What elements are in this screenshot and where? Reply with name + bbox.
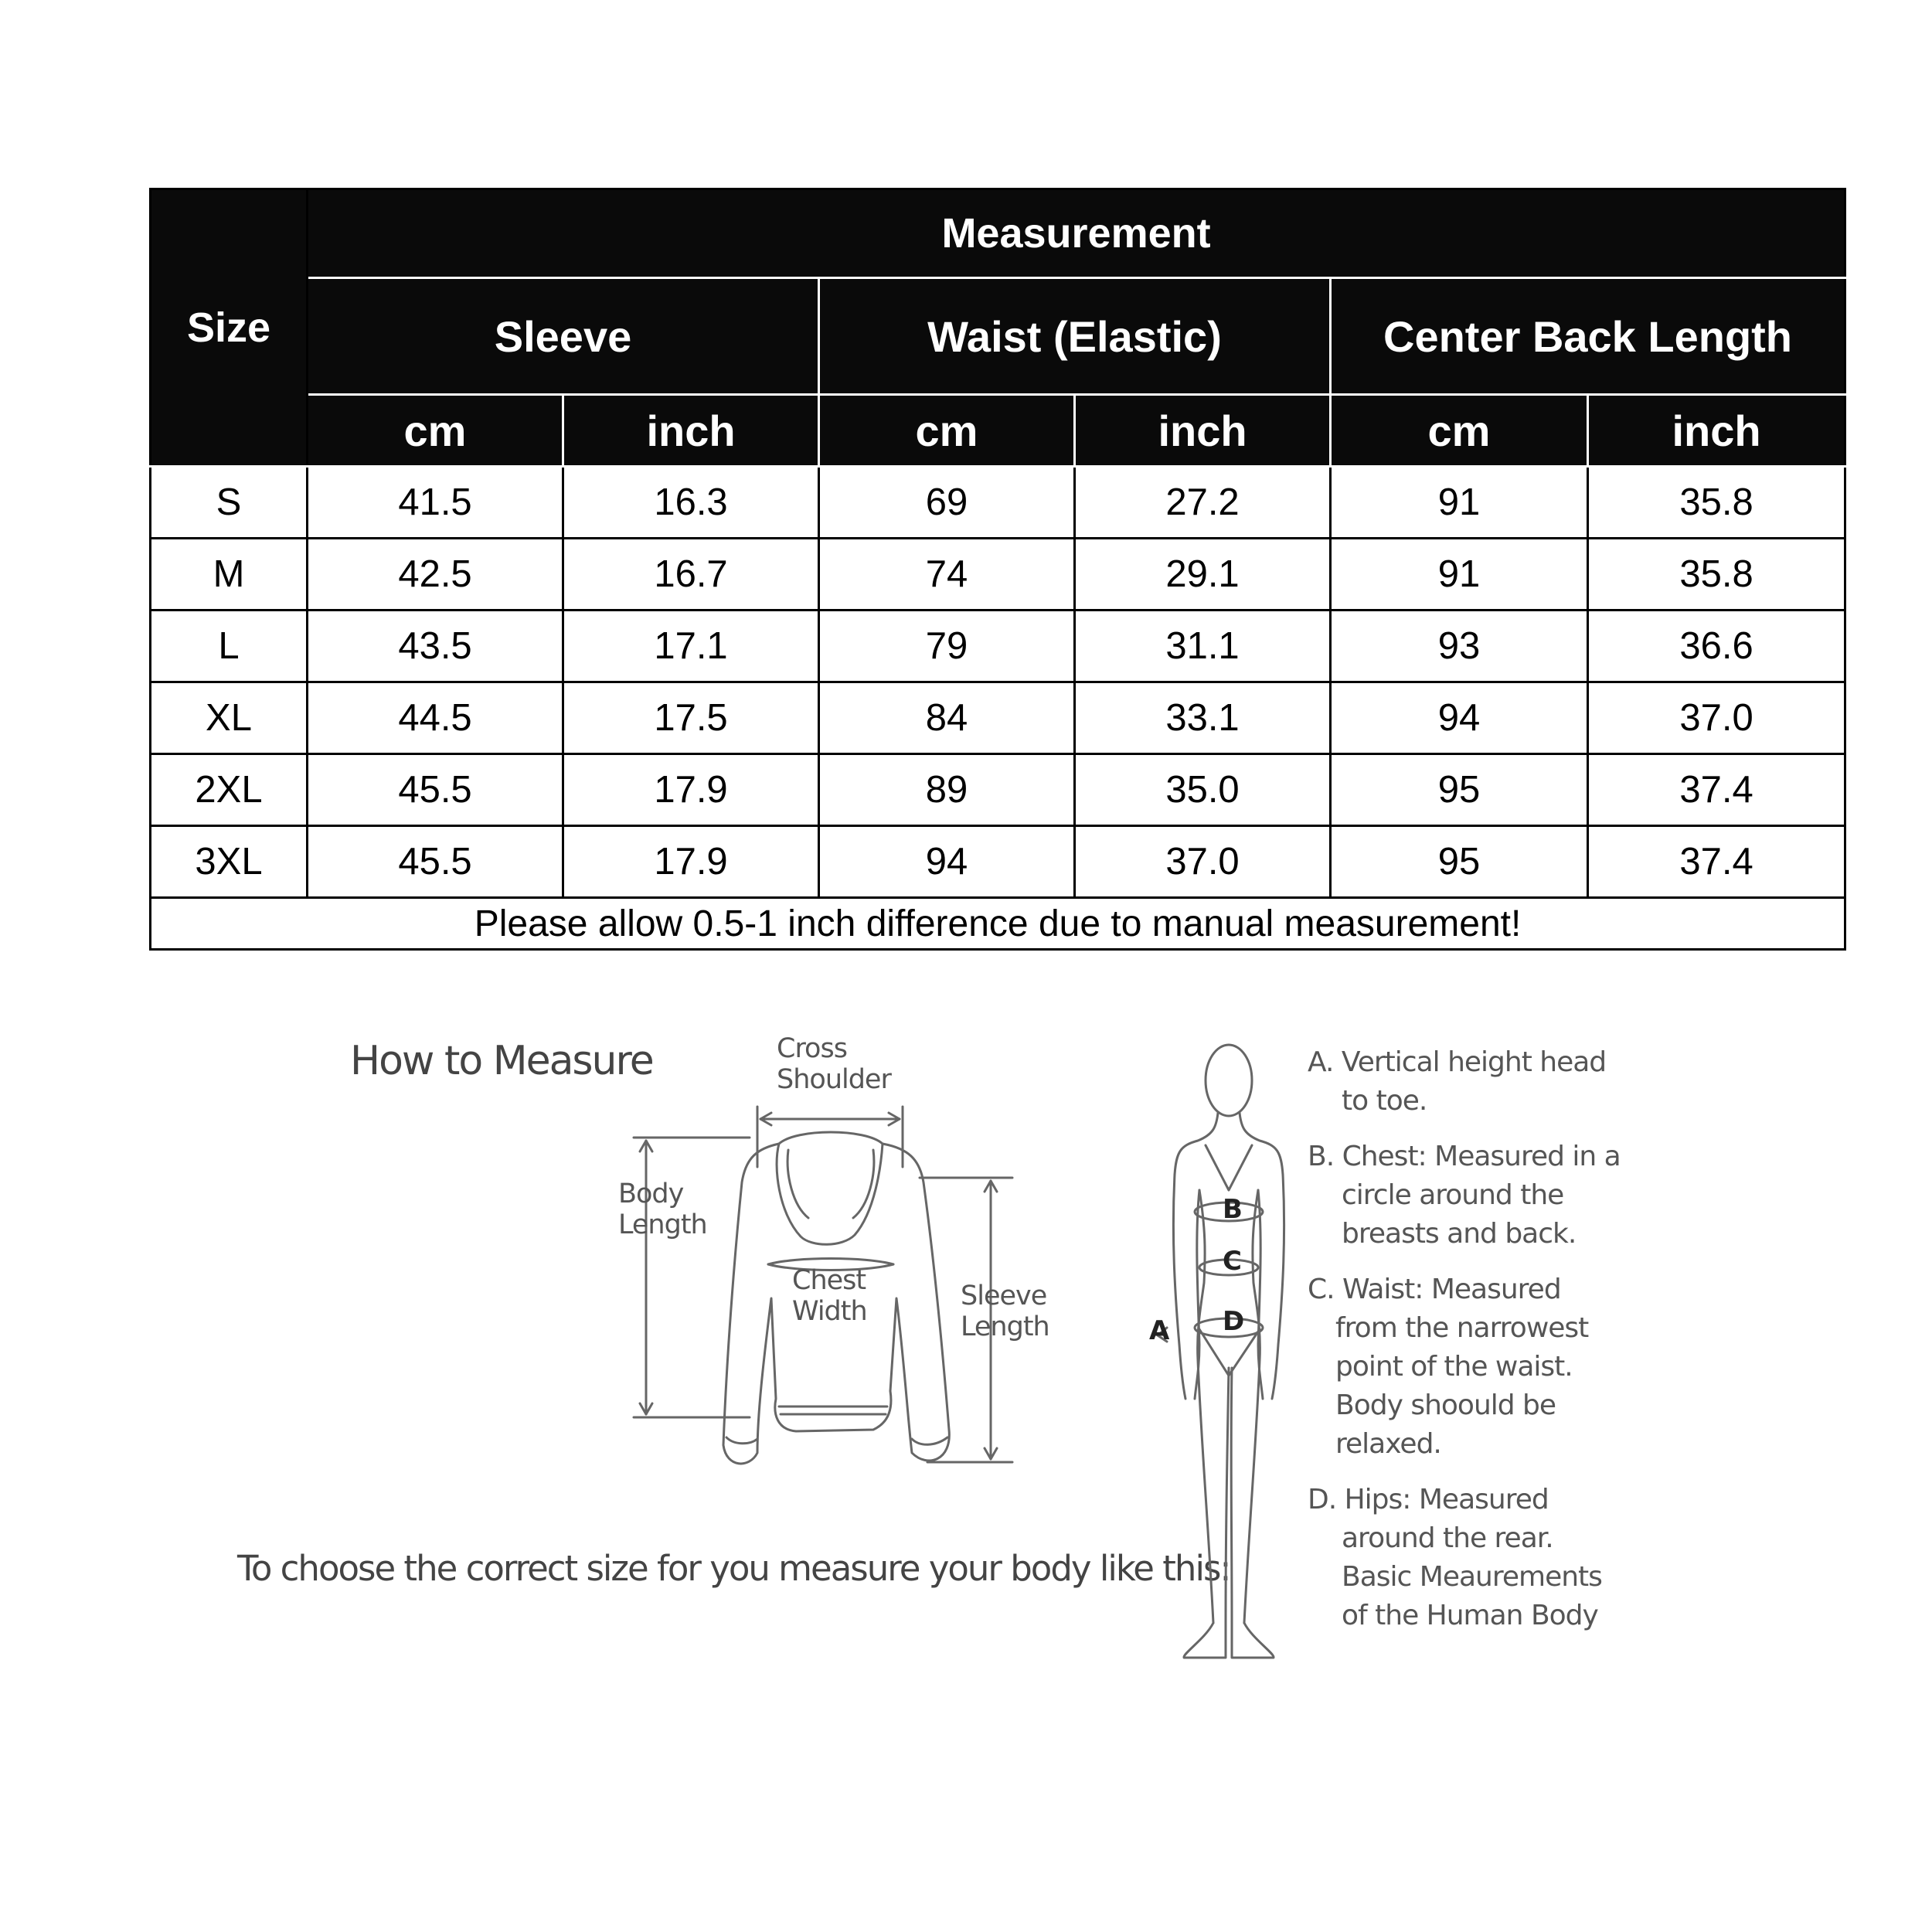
body-length-label: Body Length xyxy=(618,1179,707,1240)
size-header: Size xyxy=(151,189,308,467)
table-cell: 43.5 xyxy=(308,611,563,682)
table-row xyxy=(151,826,1845,898)
table-cell: 31.1 xyxy=(1075,611,1331,682)
table-cell: 36.6 xyxy=(1588,611,1845,682)
table-row xyxy=(151,611,1845,682)
table-cell: 89 xyxy=(819,754,1075,826)
table-cell: 35.8 xyxy=(1588,539,1845,611)
size-cell: XL xyxy=(151,682,308,754)
note-c: C. Waist: Measured from the narrowest point of the waist. Body shoould be relaxed. xyxy=(1308,1274,1589,1460)
table-cell: 45.5 xyxy=(308,826,563,898)
body-letter-b: B xyxy=(1223,1194,1243,1225)
unit-header: cm xyxy=(819,395,1075,467)
table-cell: 94 xyxy=(819,826,1075,898)
table-cell: 41.5 xyxy=(308,467,563,539)
table-cell: 42.5 xyxy=(308,539,563,611)
sleeve-header: Sleeve xyxy=(308,278,819,395)
note-a: A. Vertical height head to toe. xyxy=(1308,1046,1607,1117)
body-letter-d: D xyxy=(1223,1306,1245,1337)
center-back-length-header: Center Back Length xyxy=(1331,278,1845,395)
instruction-text: To choose the correct size for you measure your body like this: xyxy=(237,1548,1230,1589)
size-cell: 3XL xyxy=(151,826,308,898)
table-cell: 69 xyxy=(819,467,1075,539)
table-row xyxy=(151,682,1845,754)
size-cell: 2XL xyxy=(151,754,308,826)
unit-header: cm xyxy=(1331,395,1588,467)
table-cell: 16.3 xyxy=(563,467,819,539)
chest-width-label: Chest Width xyxy=(792,1265,867,1327)
table-row xyxy=(151,754,1845,826)
table-cell: 84 xyxy=(819,682,1075,754)
table-cell: 93 xyxy=(1331,611,1588,682)
table-cell: 37.0 xyxy=(1075,826,1331,898)
note-d: D. Hips: Measured around the rear. Basic Meaurements of the Human Body xyxy=(1308,1484,1602,1631)
note-b: B. Chest: Measured in a circle around the breasts and back. xyxy=(1308,1141,1621,1250)
table-cell: 44.5 xyxy=(308,682,563,754)
note-row xyxy=(151,898,1845,950)
body-letter-c: C xyxy=(1223,1246,1242,1277)
table-cell: 79 xyxy=(819,611,1075,682)
table-cell: 27.2 xyxy=(1075,467,1331,539)
table-cell: 91 xyxy=(1331,467,1588,539)
size-chart-table xyxy=(149,188,1846,951)
table-cell: 17.9 xyxy=(563,826,819,898)
body-measurement-notes xyxy=(1308,1043,1740,1652)
table-cell: 37.0 xyxy=(1588,682,1845,754)
measurement-note: Please allow 0.5-1 inch difference due to manual measurement! xyxy=(151,898,1845,950)
table-cell: 45.5 xyxy=(308,754,563,826)
table-cell: 91 xyxy=(1331,539,1588,611)
table-cell: 35.8 xyxy=(1588,467,1845,539)
unit-header: inch xyxy=(1075,395,1331,467)
size-cell: M xyxy=(151,539,308,611)
table-cell: 94 xyxy=(1331,682,1588,754)
table-cell: 17.1 xyxy=(563,611,819,682)
table-row xyxy=(151,467,1845,539)
body-figure-diagram xyxy=(1151,1036,1306,1677)
unit-header: inch xyxy=(1588,395,1845,467)
unit-header: inch xyxy=(563,395,819,467)
size-cell: L xyxy=(151,611,308,682)
waist-header: Waist (Elastic) xyxy=(819,278,1331,395)
table-cell: 35.0 xyxy=(1075,754,1331,826)
size-cell: S xyxy=(151,467,308,539)
table-cell: 37.4 xyxy=(1588,826,1845,898)
table-cell: 95 xyxy=(1331,754,1588,826)
measurement-header: Measurement xyxy=(308,189,1845,278)
table-cell: 17.9 xyxy=(563,754,819,826)
table-cell: 33.1 xyxy=(1075,682,1331,754)
unit-header: cm xyxy=(308,395,563,467)
table-cell: 29.1 xyxy=(1075,539,1331,611)
table-cell: 17.5 xyxy=(563,682,819,754)
body-letter-a: A xyxy=(1149,1315,1170,1346)
table-cell: 74 xyxy=(819,539,1075,611)
table-cell: 37.4 xyxy=(1588,754,1845,826)
sleeve-length-label: Sleeve Length xyxy=(961,1281,1049,1342)
table-cell: 95 xyxy=(1331,826,1588,898)
how-to-measure-title: How to Measure xyxy=(350,1038,653,1084)
table-row xyxy=(151,539,1845,611)
cross-shoulder-label: Cross Shoulder xyxy=(777,1033,891,1095)
table-cell: 16.7 xyxy=(563,539,819,611)
